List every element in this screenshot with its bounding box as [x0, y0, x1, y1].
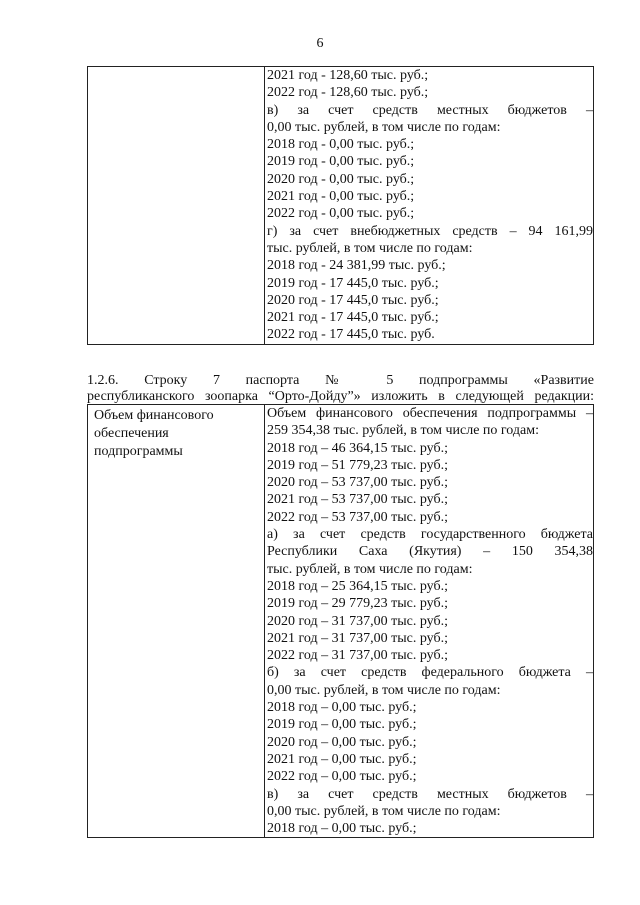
page-number: 6 — [316, 36, 324, 51]
label-cell-empty — [88, 67, 265, 345]
funding-lines — [267, 405, 593, 837]
row-label-line: подпрограммы — [94, 444, 183, 459]
funding-line: 2021 год - 128,60 тыс. руб.; — [267, 68, 429, 83]
funding-details-cell — [265, 405, 594, 838]
label-cell — [88, 405, 265, 838]
funding-line: 2022 год - 0,00 тыс. руб.; — [267, 206, 415, 222]
funding-details-cell — [265, 67, 594, 345]
funding-line: 2021 год – 0,00 тыс. руб.; — [267, 751, 417, 767]
funding-line: Объем финансового обеспечения подпрограммы – — [267, 406, 593, 421]
funding-line: 2020 год – 53 737,00 тыс. руб.; — [267, 475, 448, 491]
funding-line: 2021 год - 17 445,0 тыс. руб.; — [267, 310, 439, 326]
funding-line: 2020 год - 0,00 тыс. руб.; — [267, 171, 415, 187]
funding-line: 2021 год - 0,00 тыс. руб.; — [267, 189, 415, 205]
funding-line: в) за счет средств местных бюджетов – — [267, 786, 593, 802]
funding-lines — [267, 67, 593, 344]
funding-line: 2018 год – 0,00 тыс. руб.; — [267, 700, 417, 716]
funding-line: 2022 год – 53 737,00 тыс. руб.; — [267, 509, 448, 525]
funding-line: 2022 год – 31 737,00 тыс. руб.; — [267, 648, 448, 664]
funding-line: 0,00 тыс. рублей, в том числе по годам: — [267, 119, 501, 135]
funding-line: а) за счет средств государственного бюджета — [267, 527, 593, 543]
funding-line: 2022 год - 128,60 тыс. руб.; — [267, 85, 429, 101]
funding-line: 2018 год - 24 381,99 тыс. руб.; — [267, 258, 446, 274]
funding-line: тыс. рублей, в том числе по годам: — [267, 561, 473, 577]
amendment-paragraph — [87, 373, 594, 405]
funding-table-new — [87, 404, 594, 838]
funding-line: 0,00 тыс. рублей, в том числе по годам: — [267, 803, 501, 819]
row-label-line: Объем финансового — [94, 408, 214, 423]
amendment-line-1: 1.2.6. Строку 7 паспорта № 5 подпрограммы «Развитие — [87, 373, 594, 388]
funding-line: 2021 год – 31 737,00 тыс. руб.; — [267, 630, 448, 646]
funding-line: 2019 год – 0,00 тыс. руб.; — [267, 717, 417, 733]
funding-line: 2022 год - 17 445,0 тыс. руб. — [267, 327, 435, 343]
funding-line: 2019 год - 0,00 тыс. руб.; — [267, 154, 415, 170]
funding-line: в) за счет средств местных бюджетов – — [267, 102, 593, 118]
funding-line: 259 354,38 тыс. рублей, в том числе по годам: — [267, 423, 539, 439]
funding-line: 2018 год – 46 364,15 тыс. руб.; — [267, 440, 448, 456]
funding-line: 0,00 тыс. рублей, в том числе по годам: — [267, 682, 501, 698]
funding-line: б) за счет средств федерального бюджета – — [267, 665, 593, 681]
funding-line: 2020 год – 0,00 тыс. руб.; — [267, 734, 417, 750]
funding-line: 2018 год – 0,00 тыс. руб.; — [267, 821, 417, 837]
funding-line: Республики Саха (Якутия) – 150 354,38 — [267, 544, 593, 560]
funding-line: тыс. рублей, в том числе по годам: — [267, 240, 473, 256]
funding-line: 2020 год - 17 445,0 тыс. руб.; — [267, 292, 439, 308]
funding-line: г) за счет внебюджетных средств – 94 161,99 — [267, 223, 593, 239]
row-label-line: обеспечения — [94, 426, 169, 441]
row-label — [88, 405, 264, 463]
funding-line: 2022 год – 0,00 тыс. руб.; — [267, 769, 417, 785]
funding-line: 2018 год – 25 364,15 тыс. руб.; — [267, 578, 448, 594]
funding-line: 2019 год – 29 779,23 тыс. руб.; — [267, 596, 448, 612]
funding-line: 2021 год – 53 737,00 тыс. руб.; — [267, 492, 448, 508]
funding-line: 2020 год – 31 737,00 тыс. руб.; — [267, 613, 448, 629]
amendment-line-2: республиканского зоопарка “Орто-Дойду”» изложить в следующей редакции: — [87, 389, 594, 404]
funding-line: 2019 год - 17 445,0 тыс. руб.; — [267, 275, 439, 291]
funding-line: 2019 год – 51 779,23 тыс. руб.; — [267, 457, 448, 473]
funding-line: 2018 год - 0,00 тыс. руб.; — [267, 137, 415, 153]
funding-table-continued — [87, 66, 594, 345]
